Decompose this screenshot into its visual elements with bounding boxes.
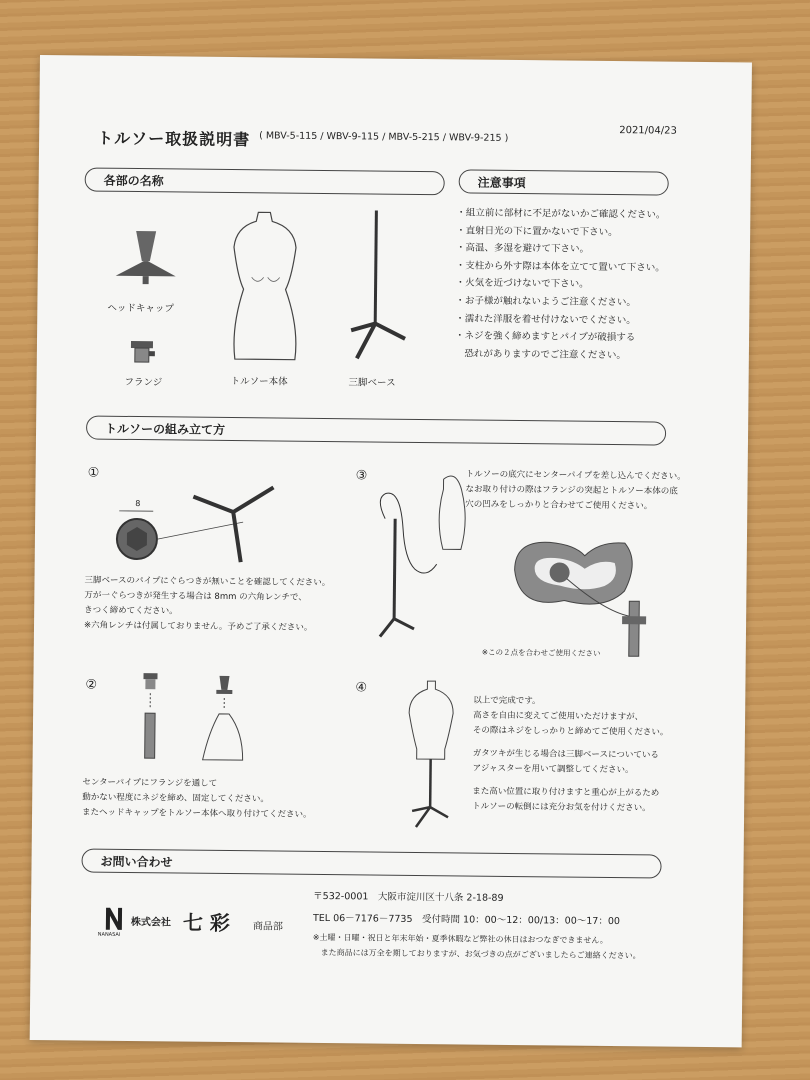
step-2-line: またヘッドキャップをトルソー本体へ取り付けてください。 <box>82 807 312 820</box>
part-label-tripod-base: 三脚ベース <box>348 377 396 389</box>
caution-item: ・ネジを強く締めますとパイプが破損する <box>455 330 636 344</box>
step-1-illustration <box>112 481 293 583</box>
caution-item: ・お子様が触れないようご注意ください。 <box>455 295 637 309</box>
step-3-number: ③ <box>355 468 368 484</box>
step-1-line: きつく締めてください。 <box>84 605 178 617</box>
step-1-line: 万が一ぐらつきが発生する場合は 8mm の六角レンチで、 <box>84 590 307 603</box>
caution-item: ・組立前に部材に不足がないかご確認ください。 <box>456 207 666 221</box>
step-4-line: 以上で完成です。 <box>473 695 541 707</box>
company-address: 〒532-0001 大阪市淀川区十八条 2-18-89 <box>313 890 504 904</box>
part-label-flange: フランジ <box>124 376 163 389</box>
step-2-number: ② <box>85 677 98 693</box>
step-4-line: また高い位置に取り付けますと重心が上がるため <box>472 786 660 799</box>
department-name: 商品部 <box>252 921 283 933</box>
company-logo-text: NANASAI <box>97 931 121 938</box>
caution-item: ・支柱から外す際は本体を立てて置いて下さい。 <box>455 260 665 274</box>
step-4-line: アジャスターを用いて調整してください。 <box>472 763 634 776</box>
step-4-line: トルソーの転倒には充分お気を付けください。 <box>472 801 651 814</box>
step-1-line: 三脚ベースのパイプにぐらつきが無いことを確認してください。 <box>84 575 331 589</box>
tripod-base-illustration <box>345 208 417 369</box>
contact-notes <box>313 930 641 963</box>
cautions-heading-label: 注意事項 <box>477 175 526 191</box>
parts-heading-label: 各部の名称 <box>103 173 164 189</box>
step-4-line: その際はネジをしっかりと締めてご使用ください。 <box>472 725 669 738</box>
assembly-heading <box>86 416 666 446</box>
model-numbers: ( MBV-5-115 / WBV-9-115 / MBV-5-215 / WBV-9-215 ) <box>259 130 509 144</box>
cautions-list <box>455 204 666 365</box>
instruction-sheet <box>30 55 752 1047</box>
cautions-heading <box>459 169 669 195</box>
part-label-head-cap: ヘッドキャップ <box>107 302 174 315</box>
step-4-line: ガタツキが生じる場合は三脚ベースについている <box>472 748 659 761</box>
company-name: 七 彩 <box>182 910 231 936</box>
document-title: トルソー取扱説明書 <box>97 128 251 150</box>
caution-item: 恐れがありますのでご注意ください。 <box>454 348 626 361</box>
parts-heading <box>85 167 445 195</box>
assembly-heading-label: トルソーの組み立て方 <box>105 421 226 437</box>
document-date: 2021/04/23 <box>619 125 677 137</box>
part-label-torso-body: トルソー本体 <box>230 376 288 388</box>
step-3-text <box>465 467 685 514</box>
caution-item: ・直射日光の下に置かないで下さい。 <box>456 224 618 238</box>
step-4-number: ④ <box>355 680 368 696</box>
step-1-line: ※六角レンチは付属しておりません。予めご了承ください。 <box>83 620 313 633</box>
step-2-illustration <box>133 671 274 772</box>
step-3-line: 穴の凹みをしっかりと合わせてご使用ください。 <box>465 499 653 512</box>
head-cap-illustration <box>116 231 197 292</box>
step-4-line: 高さを自由に変えてご使用いただけますが、 <box>473 710 644 723</box>
company-tel: TEL 06－7176－7735 受付時間 10：00～12：00/13：00～17：00 <box>312 912 621 928</box>
contact-heading <box>81 848 661 878</box>
caution-item: ・高温、多湿を避けて下さい。 <box>455 242 590 255</box>
wrench-size-label: 8 <box>135 499 141 509</box>
step-1-number: ① <box>87 465 100 481</box>
company-prefix: 株式会社 <box>130 916 171 929</box>
torso-body-illustration <box>225 207 307 368</box>
step-3-line: なお取り付けの際はフランジの突起とトルソー本体の底 <box>465 484 678 497</box>
step-2-text <box>82 775 312 822</box>
step-1-text <box>84 573 330 636</box>
contact-heading-label: お問い合わせ <box>100 854 173 870</box>
step-2-line: 動かない程度にネジを締め、固定してください。 <box>82 792 269 805</box>
contact-note: ※土曜・日曜・祝日と年末年始・夏季休暇など弊社の休日はおつなぎできません。 <box>312 932 608 945</box>
step-3-line: トルソーの底穴にセンターパイプを差し込んでください。 <box>465 469 686 482</box>
caution-item: ・濡れた洋服を着せ付けないでください。 <box>455 312 636 326</box>
step-3-stand-illustration <box>364 468 466 639</box>
caution-item: ・火気を近づけないで下さい。 <box>455 277 589 291</box>
step-3-detail-illustration <box>504 530 675 662</box>
step-2-line: センターパイプにフランジを通して <box>82 777 218 789</box>
contact-note: また商品には万全を期しておりますが、お気づきの点がございましたらご連絡ください。 <box>312 947 641 961</box>
flange-illustration <box>129 339 159 369</box>
step-4-illustration <box>402 679 464 830</box>
step-4-text <box>472 694 669 817</box>
step-3-note: ※この２点を合わせご使用ください <box>481 647 601 658</box>
